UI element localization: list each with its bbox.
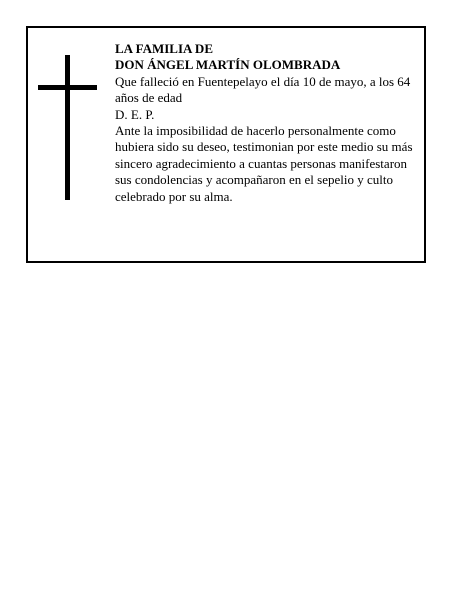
obituary-notice: [26, 26, 426, 263]
notice-text: [115, 41, 420, 205]
cross-icon: [38, 55, 98, 200]
rip-line: D. E. P.: [115, 106, 155, 122]
acknowledgement: Ante la imposibilidad de hacerlo personalmente como hubiera sido su deseo, testimonian por este medio su más sincero agradecimiento a cuantas personas manifestaron sus condolencias y acompañaron en el sepelio y culto celebrado por su alma.: [115, 123, 413, 204]
family-line: LA FAMILIA DE: [115, 41, 213, 56]
cross-horizontal-bar: [38, 85, 97, 90]
deceased-name: DON ÁNGEL MARTÍN OLOMBRADA: [115, 57, 341, 73]
death-info: Que falleció en Fuentepelayo el día 10 de mayo, a los 64 años de edad: [115, 73, 411, 106]
cross-vertical-bar: [65, 55, 70, 200]
